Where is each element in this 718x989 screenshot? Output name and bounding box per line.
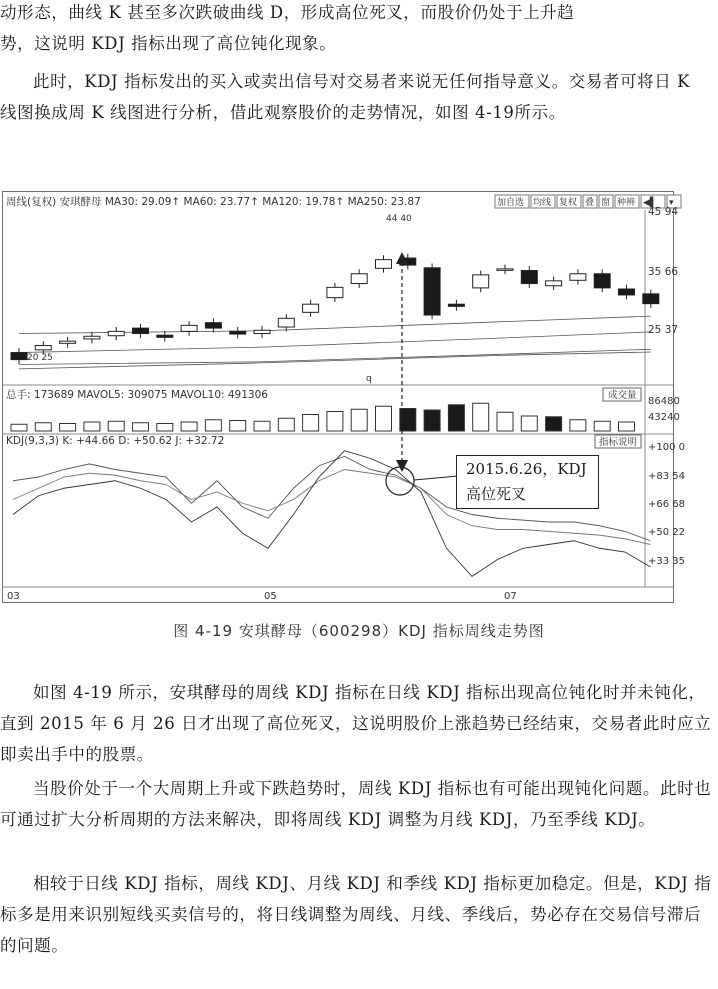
chart-marker: q [366, 374, 372, 384]
volume-bar [35, 423, 51, 431]
low-price-label: 20 25 [27, 353, 53, 363]
volume-selector-label: 成交量 [608, 390, 637, 401]
candle-body [11, 353, 27, 360]
figure-caption-text: 图 4-19 安琪酵母（600298）KDJ 指标周线走势图 [173, 622, 545, 640]
volume-bar [424, 410, 440, 431]
volume-tick-top: 86480 [648, 396, 680, 407]
volume-bar [448, 405, 464, 431]
candle-body [181, 325, 197, 331]
price-tick-top: 45 94 [648, 206, 679, 218]
ma-line [19, 352, 651, 369]
candle-body [473, 275, 489, 288]
kdj-tick-66: +66 68 [648, 499, 686, 510]
candle-body [133, 328, 149, 333]
kdj-tick-83: +83 54 [648, 471, 686, 482]
volume-bar [327, 412, 343, 432]
volume-bar [11, 424, 27, 431]
volume-bar [303, 415, 319, 432]
volume-bar [619, 422, 635, 431]
candlesticks [11, 254, 659, 364]
volume-bar [133, 423, 149, 431]
candle-body [35, 345, 51, 349]
toolbar-button-label: 加自选 [497, 198, 525, 208]
kdj-tick-33: +33 35 [648, 556, 686, 567]
volume-bar [497, 412, 513, 431]
volume-bar [230, 421, 246, 432]
callout-leader [414, 476, 458, 480]
candle-body [570, 274, 586, 281]
candle-body [205, 323, 221, 328]
paragraph-1-line-1: 动形态，曲线 K 甚至多次跌破曲线 D，形成高位死叉，而股价仍处于上升趋 [0, 3, 575, 22]
indicator-help-label: 指标说明 [599, 437, 638, 448]
toolbar-button-label: ▾ [669, 198, 674, 208]
volume-bar [254, 421, 270, 431]
death-cross-circle [386, 467, 414, 495]
candle-body [84, 336, 100, 339]
stock-chart [2, 191, 686, 603]
candle-body [254, 330, 270, 333]
price-tick-mid: 35 66 [648, 266, 679, 278]
kdj-callout [456, 455, 599, 509]
volume-bar [521, 416, 537, 431]
candle-body [643, 294, 659, 304]
paragraph-5: 相较于日线 KDJ 指标，周线 KDJ、月线 KDJ 和季线 KDJ 指标更加稳定。但是，KDJ 指标多是用来识别短线买卖信号的，将日线调整为周线、月线、季线后，势必存在交易信号滞后的问题。 [0, 874, 712, 955]
candle-body [157, 335, 173, 337]
candle-body [303, 304, 319, 312]
callout-line-1: 2015.6.26，KDJ [466, 460, 587, 478]
time-tick-05: 05 [264, 591, 277, 602]
paragraph-3: 如图 4-19 所示，安琪酵母的周线 KDJ 指标在日线 KDJ 指标出现高位钝化时并未钝化，直到 2015 年 6 月 26 日才出现了高位死叉，这说明股价上涨趋势已经结束，交易者此时应立即卖出手中的股票。 [0, 683, 712, 764]
candle-body [278, 318, 294, 327]
candle-body [619, 289, 635, 295]
candle-body [497, 269, 513, 271]
volume-bars [11, 403, 635, 431]
moving-average-lines [19, 316, 651, 369]
toolbar-button-label: 复权 [559, 198, 578, 208]
figure-caption [0, 620, 718, 641]
volume-bar [594, 421, 610, 431]
candle-body [60, 341, 76, 343]
volume-bar [278, 418, 294, 431]
volume-bar [570, 420, 586, 431]
volume-bar [84, 422, 100, 431]
volume-bar [181, 422, 197, 431]
volume-bar [546, 417, 562, 431]
candle-body [521, 271, 537, 284]
ma-line [19, 349, 651, 364]
toolbar-button-label: 均线 [533, 198, 552, 208]
toolbar-button-label: 窗 [601, 198, 611, 208]
paragraph-4: 当股价处于一个大周期上升或下跌趋势时，周线 KDJ 指标也有可能出现钝化问题。此时也可通过扩大分析周期的方法来解决，即将周线 KDJ 调整为月线 KDJ，乃至季线 KDJ。 [0, 779, 712, 829]
volume-header: 总手: 173689 MAVOL5: 309075 MAVOL10: 491306 [6, 389, 268, 401]
callout-line-2: 高位死叉 [466, 485, 527, 503]
volume-bar [157, 424, 173, 432]
candle-body [376, 260, 392, 269]
candle-body [594, 274, 610, 288]
chart-canvas [3, 192, 686, 602]
volume-bar [376, 406, 392, 431]
volume-bar [60, 424, 76, 432]
time-tick-07: 07 [504, 591, 517, 602]
peak-price-label: 44 40 [386, 214, 412, 224]
kdj-tick-100: +100 0 [648, 442, 686, 453]
candle-body [424, 268, 440, 315]
kdj-header: KDJ(9,3,3) K: +44.66 D: +50.62 J: +32.72 [6, 435, 225, 447]
time-tick-03: 03 [7, 591, 20, 602]
toolbar-button-label: 叠 [585, 198, 595, 208]
candle-body [351, 274, 367, 284]
toolbar-button-label: 种辨 [617, 198, 636, 208]
arrow-head-down [396, 460, 408, 472]
kdj-tick-50: +50 22 [648, 527, 686, 538]
volume-bar [351, 409, 367, 431]
candle-body [448, 304, 464, 306]
volume-bar [108, 421, 124, 431]
candle-body [108, 331, 124, 335]
candle-body [327, 287, 343, 297]
volume-bar [205, 420, 221, 431]
volume-bar [473, 403, 489, 431]
chart-header: 周线(复权) 安琪酵母 MA30: 29.09↑ MA60: 23.77↑ MA120: 19.78↑ MA250: 23.87 [6, 196, 421, 208]
price-tick-low: 25 37 [648, 324, 679, 336]
candle-body [230, 331, 246, 334]
candle-body [546, 281, 562, 286]
volume-tick-mid: 43240 [648, 412, 680, 423]
toolbar-button-label: ◀▌ [643, 198, 657, 208]
paragraph-1-line-2: 势，这说明 KDJ 指标出现了高位钝化现象。 [0, 34, 337, 53]
paragraph-2: 此时，KDJ 指标发出的买入或卖出信号对交易者来说无任何指导意义。交易者可将日 K 线图换成周 K 线图进行分析，借此观察股价的走势情况，如图 4-19所示。 [0, 72, 691, 122]
